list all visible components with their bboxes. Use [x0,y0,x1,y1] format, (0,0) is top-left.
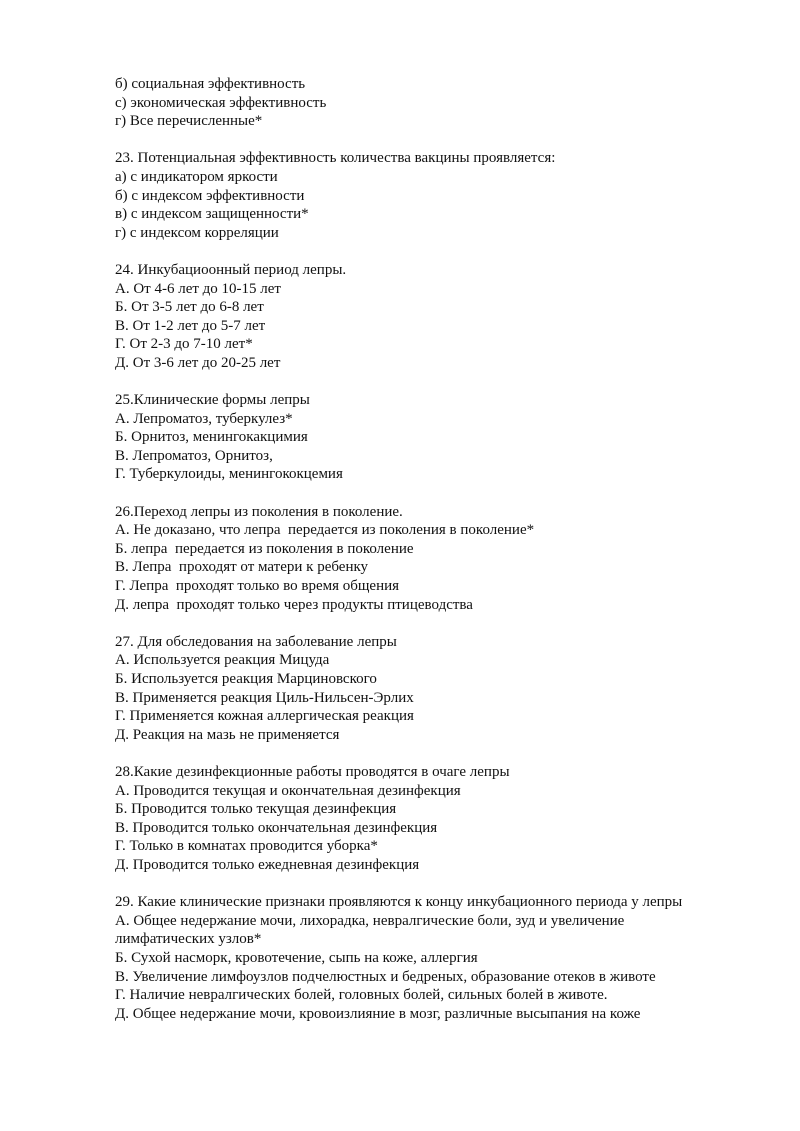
question-text: 23. Потенциальная эффективность количества вакцины проявляется: [115,150,556,167]
answer-option: А. Не доказано, что лепра передается из поколения в поколение* [115,522,535,539]
answer-option: А. От 4-6 лет до 10-15 лет [115,280,281,297]
answer-option: с) экономическая эффективность [115,94,327,111]
answer-option: Д. лепра проходят только через продукты птицеводства [115,596,473,613]
question-23 [115,149,755,242]
question-text: 28.Какие дезинфекционные работы проводятся в очаге лепры [115,763,510,780]
answer-option: Г. Применяется кожная аллергическая реакция [115,708,414,725]
answer-option: Г. От 2-3 до 7-10 лет* [115,336,253,353]
answer-option: А. Используется реакция Мицуда [115,652,330,669]
answer-option: В. Лепра проходят от матери к ребенку [115,559,369,576]
answer-option: б) социальная эффективность [115,76,306,92]
answer-option: г) Все перечисленные* [115,113,263,130]
answer-option: Б. лепра передается из поколения в поколение [115,540,414,557]
question-text: 26.Переход лепры из поколения в поколение. [115,503,403,520]
answer-option: В. Применяется реакция Циль-Нильсен-Эрлих [115,689,414,706]
question-text: 24. Инкубациоонный период лепры. [115,261,347,278]
question-27 [115,633,755,745]
answer-option: в) с индексом защищенности* [115,206,309,223]
answer-option: Г. Туберкулоиды, менингококцемия [115,466,343,483]
answer-option: Б. Используется реакция Марциновского [115,671,377,687]
answer-option: б) с индексом эффективности [115,187,305,204]
answer-option: В. Проводится только окончательная дезинфекция [115,819,438,836]
answer-option: Б. Проводится только текущая дезинфекция [115,801,397,818]
answer-option: В. Увеличение лимфоузлов подчелюстных и бедреных, образование отеков в животе [115,968,656,985]
answer-option: Г. Только в комнатах проводится уборка* [115,838,378,855]
answer-option: Г. Лепра проходят только во время общения [115,578,400,595]
question-text: 25.Клинические формы лепры [115,392,310,409]
question-29 [115,893,755,1023]
answer-option-continuation: лимфатических узлов* [115,931,262,948]
answer-option: В. От 1-2 лет до 5-7 лет [115,317,266,334]
answer-option: Б. Сухой насморк, кровотечение, сыпь на коже, аллергия [115,949,478,966]
answer-option: Д. Проводится только ежедневная дезинфекция [115,856,420,873]
question-25 [115,391,755,484]
answer-option: Д. От 3-6 лет до 20-25 лет [115,354,281,371]
question-text: 29. Какие клинические признаки проявляются к концу инкубационного периода у лепры [115,894,683,911]
answer-option: г) с индексом корреляции [115,224,279,241]
answer-option: А. Проводится текущая и окончательная дезинфекция [115,782,461,799]
answer-option: Г. Наличие невралгических болей, головных болей, сильных болей в животе. [115,987,608,1004]
answer-option: а) с индикатором яркости [115,168,278,185]
answer-option: Д. Общее недержание мочи, кровоизлияние в мозг, различные высыпания на коже [115,1005,641,1022]
question-26 [115,503,755,615]
question-text: 27. Для обследования на заболевание лепры [115,633,397,650]
document-page [115,75,755,1023]
answer-option: Д. Реакция на мазь не применяется [115,726,340,743]
answer-option: Б. Орнитоз, менингокакцимия [115,429,308,446]
answer-option: А. Общее недержание мочи, лихорадка, невралгические боли, зуд и увеличение [115,912,625,929]
question-28 [115,763,755,875]
question-22-continuation [115,75,755,131]
answer-option: Б. От 3-5 лет до 6-8 лет [115,299,264,316]
answer-option: А. Лепроматоз, туберкулез* [115,410,293,427]
answer-option: В. Лепроматоз, Орнитоз, [115,447,273,464]
question-24 [115,261,755,373]
